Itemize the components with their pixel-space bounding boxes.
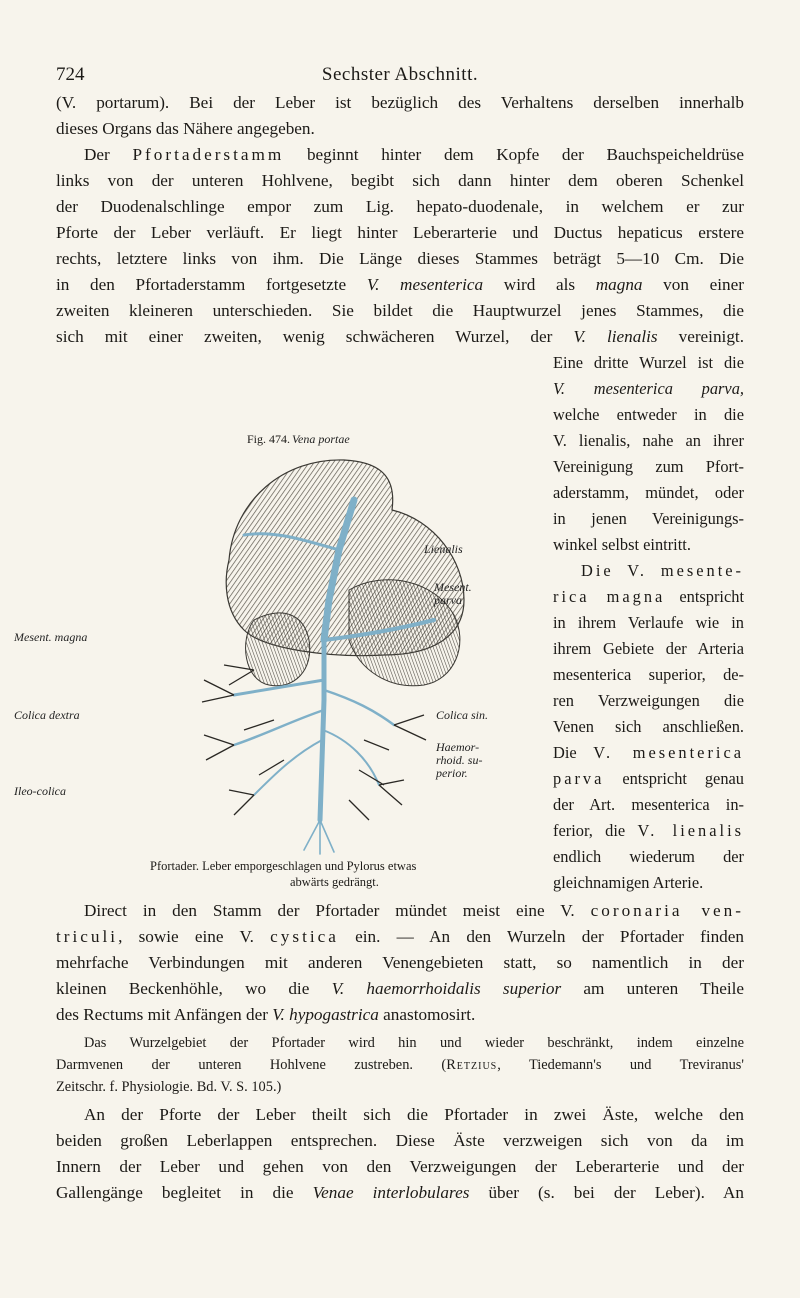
text-line: mehrfache Verbindungen mit anderen Venengebieten statt, so namentlich in der (56, 953, 744, 972)
liver-branches-paragraph (56, 1102, 744, 1206)
text-span: Darmvenen der unteren Hohlvene zustreben. ( (56, 1057, 447, 1073)
label-lienalis: Lienalis (424, 542, 463, 556)
text-line: zweiten kleineren unterschieden. Sie bildet die Hauptwurzel jenes Stammes, die (56, 301, 744, 320)
text-span: des Rectums mit Anfängen der (56, 1005, 273, 1024)
spaced-term: coronaria ven- (590, 901, 745, 920)
text-line: in ihrem Verlaufe wie in (553, 613, 744, 632)
tributaries-paragraph (56, 898, 744, 1028)
text-line: aderstamm, mündet, oder (553, 483, 744, 502)
label-ileo-colica: Ileo-colica (14, 784, 66, 798)
spaced-term: V. lienalis (637, 821, 744, 840)
italic-term: Venae interlobulares (312, 1183, 470, 1202)
text-line: ihrem Gebiete der Arteria (553, 639, 744, 658)
text-line (553, 558, 744, 584)
label-mesent-magna: Mesent. magna (14, 630, 88, 644)
colon-shape (246, 613, 310, 686)
text-line: Innern der Leber und gehen von den Verzweigungen der Leberarterie und der (56, 1157, 744, 1176)
label-colica-sin: Colica sin. (436, 708, 489, 722)
author-name: Retzius (446, 1057, 498, 1073)
text-line: Zeitschr. f. Physiologie. Bd. V. S. 105.) (56, 1079, 282, 1095)
text-line: Pforte der Leber verläuft. Er liegt hinter Leberarterie und Ductus hepaticus erstere (56, 223, 744, 242)
label-colica-dextra: Colica dextra (14, 708, 80, 722)
text-line (56, 142, 744, 168)
text-line (56, 1180, 744, 1206)
side-column-text (553, 350, 744, 896)
text-line: gleichnamigen Arterie. (553, 873, 704, 892)
text-span: beginnt hinter dem Kopfe der Bauchspeicheldrüse (284, 145, 744, 164)
anatomical-illustration (134, 440, 554, 860)
label-haemor-1: Haemor- (436, 740, 480, 754)
spaced-term: Die V. mesente- (581, 561, 744, 580)
spaced-term: rica magna (553, 587, 666, 606)
text-line: An der Pforte der Leber theilt sich die Pfortader in zwei Äste, welche den (84, 1105, 744, 1124)
text-line (553, 740, 744, 766)
italic-term: V. mesenterica parva, (553, 379, 744, 398)
text-line: welche entweder in die (553, 405, 744, 424)
text-line: der Duodenalschlinge empor zum Lig. hepato-duodenale, in welchem er zur (56, 197, 744, 216)
text-span: Die (553, 743, 594, 762)
text-line: mesenterica superior, de- (553, 665, 744, 684)
text-line: winkel selbst eintritt. (553, 535, 691, 554)
text-span: vereinigt. (657, 327, 744, 346)
text-span: in den Pfortaderstamm fortgesetzte (56, 275, 367, 294)
text-span: wird als (483, 275, 596, 294)
text-line: dieses Organs das Nähere angegeben. (56, 119, 315, 138)
spaced-term: cystica (270, 927, 339, 946)
text-line: beiden großen Leberlappen entsprechen. Diese Äste verzweigen sich von da im (56, 1131, 744, 1150)
label-mesent-parva-2: parva (434, 593, 462, 607)
text-span: Direct in den Stamm der Pfortader mündet meist eine V. (84, 901, 591, 920)
text-span: am unteren Theile (561, 979, 745, 998)
italic-term: V. hypogastrica (272, 1005, 379, 1024)
italic-term: V. lienalis (573, 327, 658, 346)
running-title: Sechster Abschnitt. (321, 64, 479, 85)
text-span: , Tiedemann's und Treviranus' (497, 1057, 744, 1073)
text-span: , sowie eine V. (118, 927, 271, 946)
text-span: über (s. bei der Leber). An (469, 1183, 744, 1202)
text-span: ferior, die (553, 821, 638, 840)
text-line: endlich wiederum der (553, 847, 744, 866)
text-line (553, 818, 744, 844)
text-span: ein. — An den Wurzeln der Pfortader finden (338, 927, 744, 946)
text-line (56, 1054, 744, 1076)
figure-caption (150, 858, 550, 890)
text-line (56, 324, 744, 350)
label-mesent-parva-1: Mesent. (434, 580, 472, 594)
text-span: Der (84, 145, 133, 164)
label-haemor-2: rhoid. su- (436, 753, 483, 767)
text-span: von einer (642, 275, 744, 294)
text-line: der Art. mesenterica in- (553, 795, 744, 814)
text-line (553, 584, 744, 610)
spaced-term: parva (553, 769, 605, 788)
italic-term: magna (595, 275, 643, 294)
text-line: Vereinigung zum Pfort- (553, 457, 744, 476)
caption-line: abwärts gedrängt. (290, 875, 379, 889)
pfortaderstamm-paragraph (56, 142, 744, 350)
page-number: 724 (56, 64, 85, 85)
text-line: in jenen Vereinigungs- (553, 509, 744, 528)
text-line (56, 976, 744, 1002)
text-line (56, 272, 744, 298)
text-span: entspricht (665, 587, 744, 606)
figure-number: Fig. 474. (247, 432, 291, 446)
caption-line: Pfortader. Leber emporgeschlagen und Pylorus etwas (150, 859, 417, 873)
text-line (56, 1002, 744, 1028)
spaced-term: triculi (56, 927, 119, 946)
text-line: V. lienalis, nahe an ihrer (553, 431, 744, 450)
text-line (56, 924, 744, 950)
text-span: anastomosirt. (378, 1005, 476, 1024)
text-line: (V. portarum). Bei der Leber ist bezüglich des Verhaltens derselben innerhalb (56, 93, 744, 112)
text-span: sich mit einer zweiten, wenig schwächeren Wurzel, der (56, 327, 574, 346)
label-haemor-3: perior. (436, 766, 468, 780)
spaced-term: V. mesenterica (593, 743, 745, 762)
intro-paragraph (56, 90, 744, 142)
text-span: kleinen Beckenhöhle, wo die (56, 979, 332, 998)
label-vena-portae: Vena portae (292, 432, 350, 446)
text-line: rechts, letztere links von ihm. Die Länge dieses Stammes beträgt 5—10 Cm. Die (56, 249, 744, 268)
spaced-term: Pfortaderstamm (132, 145, 285, 164)
text-line: Eine dritte Wurzel ist die (553, 353, 744, 372)
text-line: Das Wurzelgebiet der Pfortader wird hin und wieder beschränkt, indem einzelne (84, 1035, 744, 1051)
text-span: entspricht genau (604, 769, 744, 788)
text-line (553, 766, 744, 792)
text-span: Gallengänge begleitet in die (56, 1183, 313, 1202)
italic-term: V. mesenterica (366, 275, 484, 294)
text-line: ren Verzweigungen die (553, 691, 744, 710)
italic-term: V. haemorrhoidalis superior (331, 979, 562, 998)
text-line: links von der unteren Hohlvene, begibt sich dann hinter dem oberen Schenkel (56, 171, 744, 190)
text-line: Venen sich anschließen. (553, 717, 744, 736)
text-line (56, 898, 744, 924)
mesenteric-branches (202, 665, 426, 820)
footnote-paragraph (56, 1032, 744, 1098)
text-line (553, 376, 744, 402)
